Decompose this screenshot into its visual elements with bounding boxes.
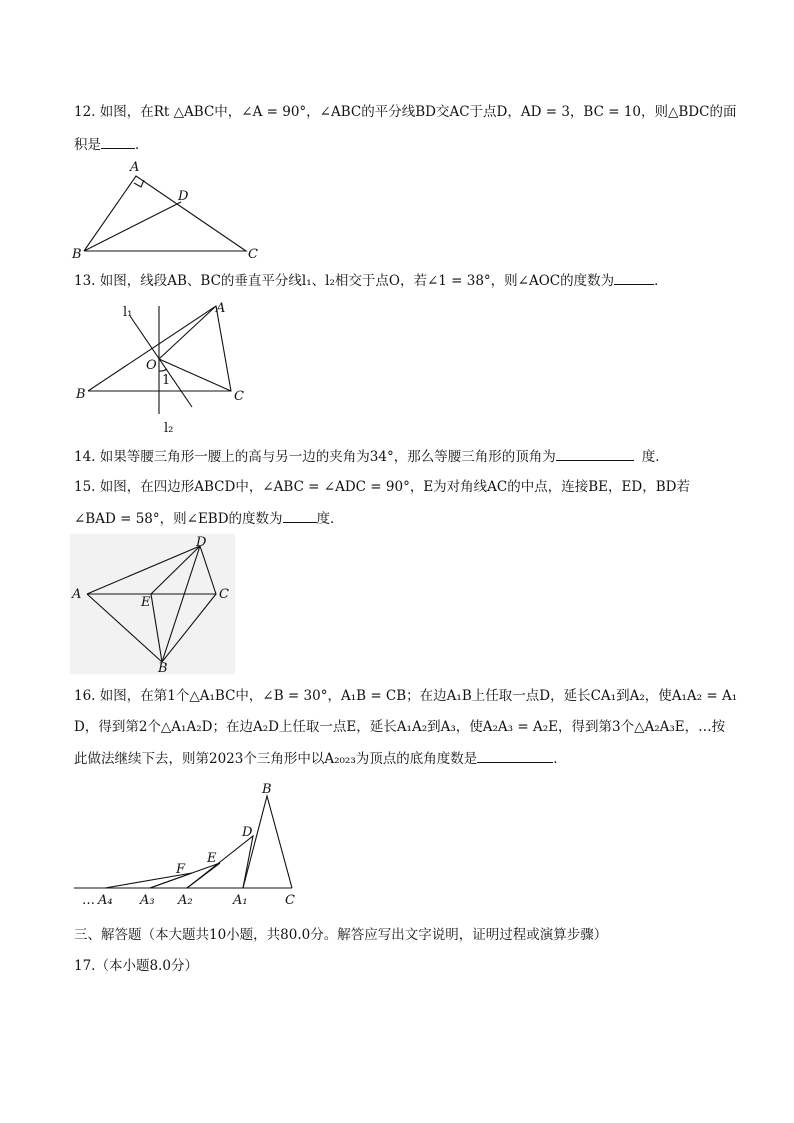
q13-line1: [74, 270, 668, 291]
q15-line2-prefix: ∠BAD = 58°，则∠EBD的度数为: [74, 511, 283, 527]
q16-label-f: F: [176, 862, 186, 877]
q12-line2-suffix: ．: [135, 137, 149, 153]
q16-triangle-a1bc: [243, 796, 292, 888]
q12-line2-prefix: 积是: [74, 137, 101, 153]
q15-line2-suffix: 度．: [316, 511, 344, 527]
q16-line1: 16. 如图，在第1个△A₁BC中，∠B = 30°，A₁B = CB；在边A₁B上任取一点D，延长CA₁到A₂，使A₁A₂ = A₁: [74, 688, 738, 704]
q16-label-b: B: [262, 782, 272, 797]
answer-blank-q15[interactable]: [283, 508, 317, 523]
q13-angle-1-arc: [159, 369, 167, 371]
q16-line3-suffix: ．: [553, 751, 567, 767]
q14-line1-prefix: 14. 如果等腰三角形一腰上的高与另一边的夹角为34°，那么等腰三角形的顶角为: [74, 449, 556, 465]
q16-line3: [74, 748, 567, 769]
q13-label-o: O: [146, 358, 157, 373]
q16-label-a2: A₂: [178, 893, 193, 908]
q14-line1: [74, 446, 669, 467]
q12-label-d: D: [178, 189, 189, 204]
q15-label-e: E: [141, 595, 151, 610]
q13-label-b: B: [76, 387, 86, 402]
q12-line1: 12. 如图，在Rt △ABC中，∠A = 90°，∠ABC的平分线BD交AC于点D，AD = 3，BC = 10，则△BDC的面: [74, 104, 737, 120]
q12-label-a: A: [130, 160, 140, 175]
q15-label-c: C: [219, 587, 229, 602]
answer-blank-q13[interactable]: [614, 270, 654, 285]
q13-line-l1: [130, 316, 192, 407]
q17-heading: 17.（本小题8.0分）: [74, 958, 198, 974]
q16-label-e: E: [207, 851, 217, 866]
q15-label-b: B: [158, 661, 168, 674]
q12-bisector-bd: [84, 202, 181, 251]
section-3-heading: 三、解答题（本大题共10小题，共80.0分。解答应写出文字说明，证明过程或演算步骤）: [74, 927, 608, 943]
q16-line2: D，得到第2个△A₁A₂D；在边A₂D上任取一点E，延长A₁A₂到A₃，使A₂A₃ = A₂E，得到第3个△A₂A₃E，…按: [74, 719, 726, 735]
q13-label-a: A: [216, 301, 226, 316]
q13-label-l1: l₁: [123, 305, 133, 320]
answer-blank-q14[interactable]: [556, 446, 634, 461]
q13-label-l2: l₂: [164, 421, 174, 436]
q15-line2: [74, 508, 344, 529]
q16-label-a1: A₁: [233, 893, 248, 908]
q13-segment-oa: [159, 306, 216, 359]
q16-label-a3: A₃: [140, 893, 155, 908]
q13-line1-suffix: ．: [654, 273, 668, 289]
q12-label-b: B: [72, 247, 82, 260]
q15-line1: 15. 如图，在四边形ABCD中，∠ABC = ∠ADC = 90°，E为对角线AC的中点，连接BE，ED，BD若: [74, 479, 690, 495]
q15-label-a: A: [72, 587, 82, 602]
answer-blank-q16[interactable]: [477, 748, 553, 763]
q16-label-dots: …: [82, 893, 95, 908]
q13-label-angle-1: 1: [162, 373, 171, 388]
q13-perpendicular-bisector-figure: [66, 294, 266, 440]
q12-line2: [74, 134, 149, 155]
answer-blank-q12[interactable]: [101, 134, 135, 149]
q12-triangle-abc: [84, 176, 246, 251]
q12-label-c: C: [248, 247, 258, 260]
q14-line1-suffix: 度．: [641, 449, 669, 465]
q16-triangle-sequence-figure: [70, 778, 310, 910]
q16-label-c: C: [285, 893, 295, 908]
q13-label-c: C: [234, 389, 244, 404]
q12-triangle-figure: [66, 158, 266, 260]
q13-line1-prefix: 13. 如图，线段AB、BC的垂直平分线l₁、l₂相交于点O，若∠1 = 38°，则∠AOC的度数为: [74, 273, 615, 289]
q16-label-a4: A₄: [98, 893, 113, 908]
q16-label-d: D: [242, 825, 253, 840]
q16-line3-prefix: 此做法继续下去，则第2023个三角形中以A₂₀₂₃为顶点的底角度数是: [74, 751, 478, 767]
q15-label-d: D: [196, 535, 207, 550]
q15-quadrilateral-figure: [70, 534, 235, 674]
